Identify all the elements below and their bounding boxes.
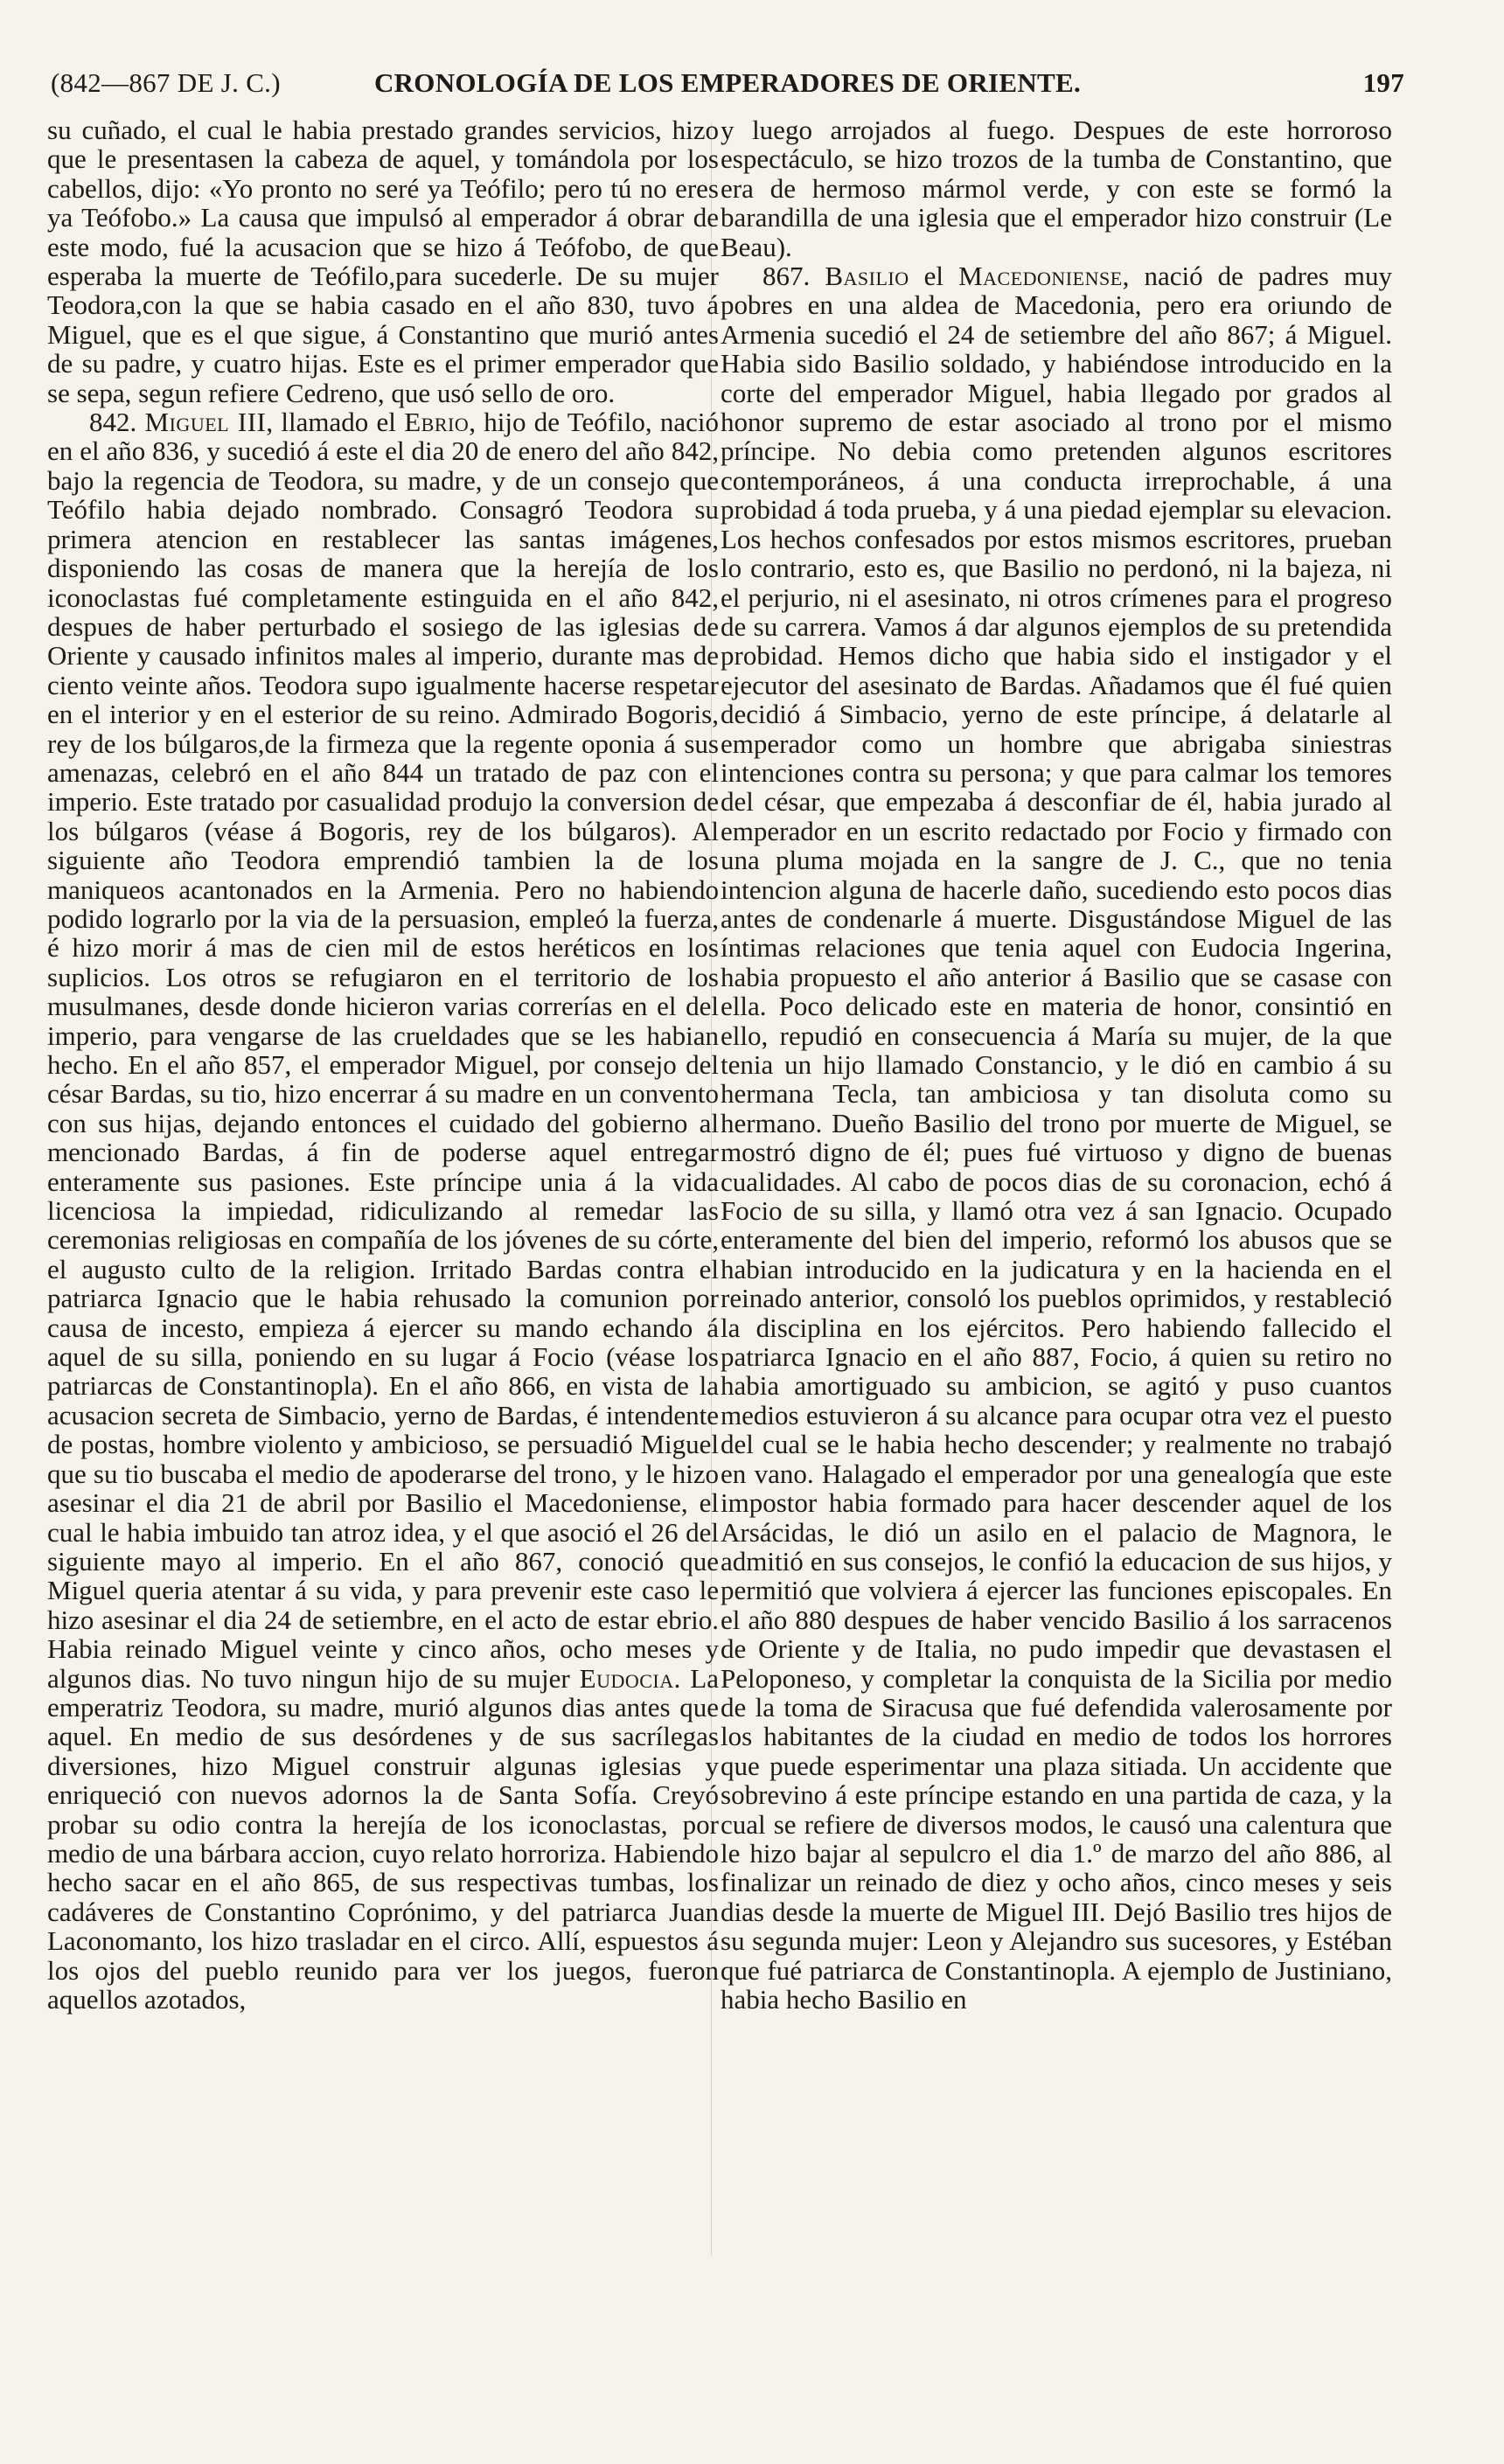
entry-text: , nació de padres muy pobres en una aldea de Macedonia, pero era oriundo de Armenia sucedió el 24 de setiembre del año 867; á Miguel. Habia sido Basilio soldado, y habiéndose introducido en la corte del emperador Miguel, habia llegado por grados al honor supremo de estar asociado al trono por el mismo príncipe. No debia como pretenden algunos escritores contemporáneos, á una conducta irreprochable, á una probidad á toda prueba, y á una piedad ejemplar su elevacion. Los hechos confesados por estos mismos escritores, prueban lo contrario, esto es, que Basilio no perdonó, ni la bajeza, ni el perjurio, ni el asesinato, ni otros crímenes para el progreso de su carrera. Vamos á dar algunos ejemplos de su pretendida probidad. Hemos dicho que habia sido el instigador y el ejecutor del asesinato de Bardas. Añadamos que él fué quien decidió á Simbacio, yerno de este príncipe, á delatarle al emperador como un hombre que abrigaba siniestras intenciones contra su persona; y que para calmar los temores del césar, que empezaba á desconfiar de él, habia jurado al emperador en un escrito redactado por Focio y firmado con una pluma mojada en la sangre de J. C., que no tenia intencion alguna de hacerle daño, sucediendo esto pocos dias antes de condenarle á muerte. Disgustándose Miguel de las íntimas relaciones que tenia aquel con Eudocia Ingerina, habia propuesto el año anterior á Basilio que se casase con ella. Poco delicado este en materia de honor, consintió en ello, repudió en consecuencia á María su mujer, de la que tenia un hijo llamado Constancio, y le dió en cambio á su hermana Tecla, tan ambiciosa y tan disoluta como su hermano. Dueño Basilio del trono por muerte de Miguel, se mostró digno de él; pues fué virtuoso y digno de buenas cualidades. Al cabo de pocos dias de su coronacion, echó á Focio de su silla, y llamó otra vez á san Ignacio. Ocupado enteramente del bien del imperio, reformó los abusos que se habian introducido en la judicatura y en la hacienda en el reinado anterior, consoló los pueblos oprimidos, y restableció la disciplina en los ejércitos. Pero habiendo fallecido el patriarca Ignacio en el año 887, Focio, á quien su retiro no habia amortiguado su ambicion, se agitó y puso cuantos medios estuvieron á su alcance para ocupar otra vez el puesto del cual se le habia hecho descender; y realmente no trabajó en vano. Halagado el emperador por una genealogía que este impostor habia formado para hacer descender aquel de los Arsácidas, le dió un asilo en el palacio de Magnora, le admitió en sus consejos, le confió la educacion de sus hijos, y permitió que volviera á ejercer las funciones episcopales. En el año 880 despues de haber vencido Basilio á los sarracenos de Oriente y de Italia, no pudo impedir que devastasen el Peloponeso, y completar la conquista de la Sicilia por medio de la toma de Siracusa que fué defendida valerosamente por los habitantes de la ciudad en medio de todos los horrores que puede esperimentar una plaza sitiada. Un accidente que sobrevino á este príncipe estando en una partida de caza, y la cual se refiere de diversos modos, le causó una calentura que le hizo bajar al sepulcro el dia 1.º de marzo del año 886, al finalizar un reinado de diez y ocho años, cinco meses y seis dias desde la muerte de Miguel III. Dejó Basilio tres hijos de su segunda mujer: Leon y Alejandro sus sucesores, y Estéban que fué patriarca de Constantinopla. A ejemplo de Justiniano, habia hecho Basilio en bbox=[721, 261, 1393, 2015]
entry-text: , hijo de Teófilo, nació en el año 836, y sucedió á este el dia 20 de enero del año 842, bajo la regencia de Teodora, su madre, y de un consejo que Teófilo habia dejado nombrado. Consagró Teodora su primera atencion en restablecer las santas imágenes, disponiendo las cosas de manera que la herejía de los iconoclastas fué completamente estinguida en el año 842, despues de haber perturbado el sosiego de las iglesias de Oriente y causado infinitos males al imperio, durante mas de ciento veinte años. Teodora supo igualmente hacerse respetar en el interior y en el esterior de su reino. Admirado Bogoris, rey de los búlgaros,de la firmeza que la regente oponia á sus amenazas, celebró en el año 844 un tratado de paz con el imperio. Este tratado por casualidad produjo la conversion de los búlgaros (véase á Bogoris, rey de los búlgaros). Al siguiente año Teodora emprendió tambien la de los maniqueos acantonados en la Armenia. Pero no habiendo podido lograrlo por la via de la persuasion, empleó la fuerza, é hizo morir á mas de cien mil de estos heréticos en los suplicios. Los otros se refugiaron en el territorio de los musulmanes, desde donde hicieron varias correrías en el del imperio, para vengarse de las crueldades que se les habian hecho. En el año 857, el emperador Miguel, por consejo del césar Bardas, su tio, hizo encerrar á su madre en un convento con sus hijas, dejando entonces el cuidado del gobierno al mencionado Bardas, á fin de poderse aquel entregar enteramente sus pasiones. Este príncipe unia á la vida licenciosa la impiedad, ridiculizando al remedar las ceremonias religiosas en compañía de los jóvenes de su córte, el augusto culto de la religion. Irritado Bardas contra el patriarca Ignacio que le habia rehusado la comunion por causa de incesto, empieza á ejercer su mando echando á aquel de su silla, poniendo en su lugar á Focio (véase los patriarcas de Constantinopla). En el año 866, en vista de la acusacion secreta de Simbacio, yerno de Bardas, é intendente de postas, hombre violento y ambicioso, se persuadió Miguel que su tio buscaba el medio de apoderarse del trono, y le hizo asesinar el dia 21 de abril por Basilio el Macedoniense, el cual le habia imbuido tan atroz idea, y el que asoció el 26 del siguiente mayo al imperio. En el año 867, conoció que Miguel queria atentar á su vida, y para prevenir este caso le hizo asesinar el dia 24 de setiembre, en el acto de estar ebrio. Habia reinado Miguel veinte y cinco años, ocho meses y algunos dias. No tuvo ningun hijo de su mujer bbox=[47, 407, 720, 1694]
page-number: 197 bbox=[1362, 67, 1404, 98]
paragraph-miguel-end: y luego arrojados al fuego. Despues de este horroroso espectáculo, se hizo trozos de la tumba de Constantino, que era de hermoso mármol verde, y con este se formó la barandilla de una iglesia que el emperador hizo construir (Le Beau). bbox=[721, 115, 1392, 262]
running-header bbox=[51, 63, 1404, 103]
paragraph-teofilo-end: su cuñado, el cual le habia prestado grandes servicios, hizo que le presentasen la cabeza de aquel, y tomándola por los cabellos, dijo: «Yo pronto no seré ya Teófilo; pero tú no eres ya Teófobo.» La causa que impulsó al emperador á obrar de este modo, fué la acusacion que se hizo á Teófobo, de que esperaba la muerte de Teófilo,para sucederle. De su mujer Teodora,con la que se habia casado en el año 830, tuvo á Miguel, que es el que sigue, á Constantino que murió antes de su padre, y cuatro hijas. Este es el primer emperador que se sepa, segun refiere Cedreno, que usó sello de oro. bbox=[47, 115, 719, 408]
header-date-range: (842—867 DE J. C.) bbox=[51, 67, 281, 98]
emperor-epithet: Ebrio bbox=[404, 407, 470, 438]
paragraph-basilio bbox=[721, 261, 1392, 2014]
emperor-name: Miguel III bbox=[144, 407, 267, 438]
entry-text: , llamado el bbox=[266, 407, 405, 438]
paragraph-miguel-iii bbox=[47, 407, 719, 2014]
right-column bbox=[721, 115, 1392, 2014]
entry-year: 842. bbox=[89, 407, 137, 438]
left-column bbox=[47, 115, 719, 2014]
wife-name: Eudocia bbox=[579, 1662, 674, 1694]
entry-text: . La emperatriz Teodora, su madre, murió algunos dias antes que aquel. En medio de sus desórdenes y de sus sacrílegas diversiones, hizo Miguel construir algunas iglesias y enriqueció con nuevos adornos la de Santa Sofía. Creyó probar su odio contra la herejía de los iconoclastas, por medio de una bárbara accion, cuyo relato horroriza. Habiendo hecho sacar en el año 865, de sus respectivas tumbas, los cadáveres de Constantino Coprónimo, y del patriarca Juan Laconomanto, los hizo trasladar en el circo. Allí, espuestos á los ojos del pueblo reunido para ver los juegos, fueron aquellos azotados, bbox=[47, 1662, 719, 2015]
header-title: CRONOLOGÍA DE LOS EMPERADORES DE ORIENTE. bbox=[373, 67, 1082, 98]
entry-year: 867. bbox=[762, 261, 811, 292]
emperor-name: Basilio bbox=[825, 261, 909, 292]
entry-text: el bbox=[909, 261, 959, 292]
emperor-epithet: Macedoniense bbox=[958, 261, 1123, 292]
